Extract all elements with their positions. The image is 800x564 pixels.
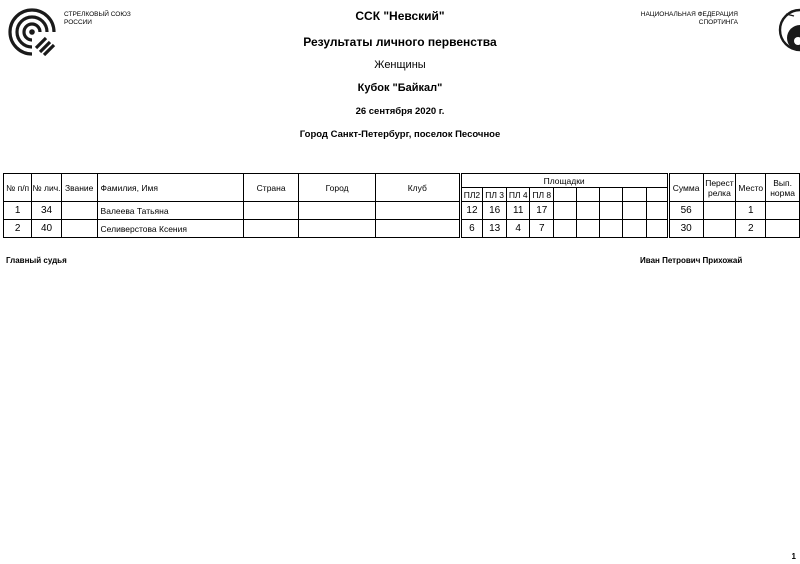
cell-score: 7: [530, 220, 554, 238]
cell-num: 1: [4, 202, 32, 220]
col-header-shootoff: Перест релка: [703, 174, 736, 202]
platform-label: [623, 188, 646, 202]
org-left-line2: РОССИИ: [64, 19, 92, 26]
cell-score: [577, 220, 600, 238]
cell-score: [577, 202, 600, 220]
org-right-line1: НАЦИОНАЛЬНАЯ ФЕДЕРАЦИЯ: [640, 11, 738, 18]
cell-norm: [766, 202, 800, 220]
org-right-line2: СПОРТИНГА: [698, 19, 738, 26]
chief-judge-name: Иван Петрович Прихожай: [640, 256, 743, 265]
col-header-rank: Звание: [61, 174, 97, 202]
col-header-platforms: Площадки: [460, 174, 668, 188]
col-header-city: Город: [299, 174, 376, 202]
cup-title: Кубок "Байкал": [357, 82, 443, 94]
cell-city: [299, 202, 376, 220]
cell-rank: [61, 202, 97, 220]
cell-shootoff: [703, 202, 736, 220]
col-header-country: Страна: [244, 174, 299, 202]
chief-judge-label: Главный судья: [6, 256, 67, 265]
cell-score: 4: [506, 220, 530, 238]
cell-num: 2: [4, 220, 32, 238]
results-table: [3, 173, 800, 238]
cell-club: [376, 202, 461, 220]
cell-rank: [61, 220, 97, 238]
platform-label: ПЛ 8: [530, 188, 554, 202]
table-row: [4, 220, 800, 238]
org-left-line1: СТРЕЛКОВЫЙ СОЮЗ: [64, 11, 131, 18]
category-label: Женщины: [374, 59, 426, 71]
cell-score: [623, 220, 646, 238]
cell-score: [600, 220, 623, 238]
cell-score: [600, 202, 623, 220]
page-number: 1: [791, 552, 796, 561]
results-title: Результаты личного первенства: [303, 35, 497, 49]
cell-name: Валеева Татьяна: [97, 202, 244, 220]
cell-score: 13: [483, 220, 507, 238]
cell-sum: 30: [668, 220, 703, 238]
col-header-club: Клуб: [376, 174, 461, 202]
col-header-norm: Вып. норма: [766, 174, 800, 202]
col-header-num: № п/п: [4, 174, 32, 202]
cell-score: 17: [530, 202, 554, 220]
platform-label: ПЛ 3: [483, 188, 507, 202]
cell-score: [646, 220, 668, 238]
cell-score: [554, 202, 577, 220]
platform-label: [646, 188, 668, 202]
cell-sum: 56: [668, 202, 703, 220]
col-header-name: Фамилия, Имя: [97, 174, 244, 202]
platform-label: [600, 188, 623, 202]
cell-score: 12: [460, 202, 483, 220]
cell-name: Селиверстова Ксения: [97, 220, 244, 238]
event-date: 26 сентября 2020 г.: [355, 106, 445, 117]
cell-shootoff: [703, 220, 736, 238]
cell-score: 6: [460, 220, 483, 238]
cell-lic: 34: [32, 202, 62, 220]
platform-label: [554, 188, 577, 202]
cell-city: [299, 220, 376, 238]
cell-score: [646, 202, 668, 220]
cell-country: [244, 202, 299, 220]
cell-place: 1: [736, 202, 766, 220]
event-place: Город Санкт-Петербург, поселок Песочное: [299, 129, 501, 140]
cell-country: [244, 220, 299, 238]
platform-label: ПЛ2: [460, 188, 483, 202]
col-header-lic: № лич.: [32, 174, 62, 202]
cell-lic: 40: [32, 220, 62, 238]
col-header-sum: Сумма: [668, 174, 703, 202]
col-header-place: Место: [736, 174, 766, 202]
platform-label: [577, 188, 600, 202]
platform-label: ПЛ 4: [506, 188, 530, 202]
table-row: [4, 202, 800, 220]
cell-norm: [766, 220, 800, 238]
cell-score: 16: [483, 202, 507, 220]
cell-place: 2: [736, 220, 766, 238]
club-title: ССК "Невский": [355, 9, 445, 23]
cell-club: [376, 220, 461, 238]
cell-score: [623, 202, 646, 220]
cell-score: 11: [506, 202, 530, 220]
cell-score: [554, 220, 577, 238]
